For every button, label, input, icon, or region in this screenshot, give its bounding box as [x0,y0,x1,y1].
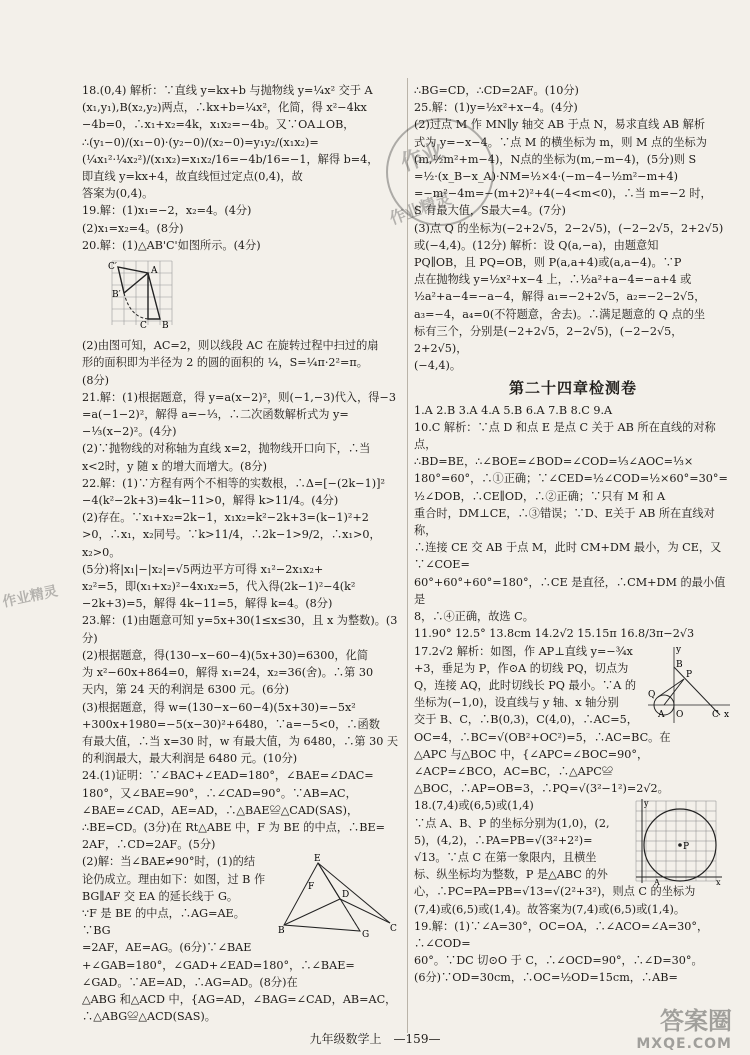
svg-text:A: A [658,709,665,720]
q24-block [82,853,400,956]
answer-line: △APC 与△BOC 中，{∠APC=∠BOC=90°，∠ACP=∠BCO，AC=BC，∴△APC≌ [414,747,649,778]
answer-line: (2)解：当∠BAE≠90°时，(1)的结 [82,855,256,869]
svg-text:y: y [644,799,649,809]
answer-line: (6分)∵OD=30cm，∴OC=½OD=15cm，∴AB= [414,971,678,985]
svg-text:C′: C′ [108,262,117,273]
answer-line: (2)∵抛物线的对称轴为直线 x=2，抛物线开口向下，∴当 [82,442,371,456]
answer-line: =2AF，AE=AG。(6分)∵∠BAE [82,941,252,955]
answer-line: ∴BD=BE，∴∠BOE=∠BOD=∠COD=⅓∠AOC=⅓× [414,455,694,469]
answer-line: 5)，(4,2)，∴PA=PB=√(3²+2²)= [414,833,593,847]
svg-text:x: x [716,878,721,886]
svg-text:G: G [362,930,370,938]
answer-line: △ABG 和△ACD 中，{AG=AD，∠BAG=∠CAD，AB=AC，∴△ABG≌△ACD(SAS)。 [82,992,397,1024]
svg-text:P: P [683,842,690,853]
answer-line: +∠GAB=180°，∠GAD+∠EAD=180°，∴∠BAE= [82,958,355,972]
site-logo [597,1001,732,1052]
answer-line: +300x+1980=−5(x−30)²+6480，∵a=−5<0，∴函数 [82,717,380,731]
answer-line: >0，∴x₁，x₂同号。∵k>11/4，∴2k−1>9/2，∴x₁>0，x₂>0。 [82,528,381,559]
tangent-figure [646,643,732,727]
answer-line: 180°，又∠BAE=90°，∴∠CAD=90°。∵AB=AC， [82,786,357,800]
answer-line: 180°=60°，∴①正确；∵∠CED=½∠COD=½×60°=30°= [414,472,728,486]
answer-line: (m,½m²+m−4)，N点的坐标为(m,−m−4)，(5分)则 S [414,152,697,166]
watermark-text: 作业精灵 [1,583,60,611]
svg-text:B: B [162,321,169,330]
svg-text:B: B [676,659,683,670]
answer-line: 答案为(0,4)。 [82,187,154,201]
answer-line: (5分)将|x₁|−|x₂|=√5两边平方可得 x₁²−2x₁x₂+ [82,562,324,576]
answer-line: 的利润最大，最大利润是 6480 元。(10分) [82,752,298,766]
svg-text:E: E [314,854,321,865]
q18-block [414,797,732,886]
svg-text:C: C [390,924,397,935]
answer-line: 21.解：(1)根据题意，得 y=a(x−2)²，则(−1,−3)代入，得−3 [82,390,396,404]
answer-line: (−4,4)。 [414,359,462,373]
answer-line: 25.解：(1)y=½x²+x−4。(4分) [414,101,578,115]
answer-line: Q，连接 AQ，此时切线长 PQ 最小。∵A 的 [414,678,637,692]
section-title: 第二十四章检测卷 [508,379,637,398]
answer-line: √13。∵点 C 在第一象限内，且横坐 [414,850,597,864]
logo-text: 答案圈 [660,1007,732,1035]
answer-line: 有最大值，∴当 x=30 时，w 有最大值，为 6480，∴第 30 天 [82,734,399,748]
answer-line: +3，垂足为 P，作⊙A 的切线 PQ，切点为 [414,661,629,675]
svg-text:x: x [724,709,730,720]
answer-line: −4b=0，∴x₁+x₂=4k，x₁x₂=−4b。又∵OA⊥OB， [82,118,355,132]
answer-line: (x₁,y₁),B(x₂,y₂)两点，∴kx+b=¼x²，化简，得 x²−4kx [82,101,367,115]
answer-line: 18.(0,4) 解析：∵直线 y=kx+b 与抛物线 y=¼x² 交于 A [82,84,373,97]
answer-line: 天内，第 24 天的利润是 6300 元。(6分) [82,683,290,697]
svg-text:O: O [676,709,684,720]
svg-text:P: P [686,669,693,680]
answer-line: ∵点 A、B、P 的坐标分别为(1,0)，(2, [414,816,610,830]
answer-line: (7,4)或(6,5)或(1,4)。故答案为(7,4)或(6,5)或(1,4)。 [414,902,686,916]
answer-line: ½∠DOB，∴CE∥OD，∴②正确；∵只有 M 和 A [414,489,666,503]
answer-line: ∠GAD。∵AE=AD，∴AG=AD。(8分)在 [82,975,298,989]
left-column [82,82,400,1025]
answer-line: ∵F 是 BE 的中点，∴AG=AE。∵BG [82,906,245,938]
answer-line: 论仍成立。理由如下：如图，过 B 作 [82,872,266,886]
page-footer: 九年级数学上 —159— [309,1032,441,1046]
watermark-text: 作业精灵 [387,188,454,229]
answer-line: (3)点 Q 的坐标为(−2+2√5，2−2√5)，(−2−2√5，2+2√5) [414,221,724,235]
answer-line: 为 x²−60x+864=0，解得 x₁=24，x₂=36(舍)。∴第 30 [82,666,374,680]
answer-line: 22.解：(1)∵方程有两个不相等的实数根，∴Δ=[−(2k−1)]² [82,476,385,490]
svg-text:A: A [151,266,158,277]
logo-url: MXQE.COM [636,1036,732,1052]
answer-line: 标、纵坐标均为整数，P 是△ABC 的外 [414,868,608,882]
answer-line: ½a²+a−4=−a−4，解得 a₁=−2+2√5，a₂=−2−2√5， [414,290,706,304]
answer-line: 坐标为(−1,0)，设直线与 y 轴、x 轴分别 [414,696,619,710]
answer-line: 点在抛物线 y=½x²+x−4 上，∴½a²+a−4=−a+4 或 [414,273,692,287]
answer-line: 式为 y=−x−4。∵点 M 的横坐标为 m，则 M 点的坐标为 [414,135,707,149]
answer-line: ∠BAE=∠CAD，AE=AD，∴△BAE≌△CAD(SAS)， [82,803,359,817]
svg-text:B′: B′ [112,290,121,301]
svg-text:B: B [278,926,285,937]
answer-line: (3)根据题意，得 w=(130−x−60−4)(5x+30)=−5x² [82,700,356,714]
answer-line: 或(−4,4)。(12分) 解析：设 Q(a,−a)，由题意知 [414,238,659,252]
triangle-figure [278,853,398,937]
q17-block [414,643,732,729]
answer-line: △BOC，∴AP=OB=3，∴PQ=√(3²−1²)=2√2。 [414,782,669,796]
svg-text:y: y [676,644,682,655]
answer-line: 即直线 y=kx+4，故直线恒过定点(0,4)，故 [82,170,303,184]
answer-line: 20.解：(1)△AB'C'如图所示。(4分) [82,238,261,252]
answer-line: 19.解：(1)x₁=−2，x₂=4。(4分) [82,204,252,218]
watermark-text: 作业 [397,138,448,177]
answer-line: (2)根据题意，得(130−x−60−4)(5x+30)=6300，化简 [82,648,369,662]
answer-line: 10.C 解析：∵点 D 和点 E 是点 C 关于 AB 所在直线的对称点， [414,420,716,452]
svg-text:C: C [712,709,719,720]
svg-text:C: C [140,321,147,330]
answer-line: ∴BE=CD。(3分)在 Rt△ABE 中，F 为 BE 的中点，∴BE= [82,820,386,834]
answer-line: 11.90° 12.5° 13.8cm 14.2√2 15.15π 16.8/3π−2√3 [414,627,695,641]
svg-text:F: F [308,882,315,893]
answer-line: 心，∴PC=PA=PB=√13=√(2²+3²)，则点 C 的坐标为 [414,885,696,899]
answer-line: ∴连接 CE 交 AB 于点 M，此时 CM+DM 最小，为 CE，又∵∠COE= [414,541,722,572]
svg-text:A: A [654,878,660,886]
answer-line: −2k+3)=5，解得 4k−11=5，解得 k=4。(8分) [82,597,333,611]
answer-line: ∴(y₁−0)/(x₁−0)·(y₂−0)/(x₂−0)=y₁y₂/(x₁x₂)=(¼x₁²·¼x₂²)/(x₁x₂)=x₁x₂/16=−4b/16=−1，解得 b=4， [82,135,379,166]
answer-line: −⅓(x−2)²。(4分) [82,425,177,439]
answer-line: 24.(1)证明：∵∠BAC+∠EAD=180°，∠BAE=∠DAC= [82,769,374,783]
answer-line: 重合时，DM⊥CE，∴③错误；∵D、E关于 AB 所在直线对称， [414,506,715,538]
answer-line: 8，∴④正确，故选 C。 [414,610,534,624]
answer-line: ∴BG=CD，∴CD=2AF。(10分) [414,84,579,97]
answer-line: =a(−1−2)²，解得 a=−⅓，∴二次函数解析式为 y= [82,408,349,422]
grid-circle-figure [628,797,724,885]
answer-line: 19.解：(1)∵∠A=30°，OC=OA，∴∠ACO=∠A=30°，∴∠COD= [414,919,709,950]
answer-line: OC=4，∴BC=√(OB²+OC²)=5，∴AC=BC。在 [414,730,671,744]
answer-line: 形的面积即为半径为 2 的圆的面积的 ¼，S=¼π·2²=π。 [82,356,368,370]
svg-text:D: D [342,890,350,901]
answer-line: x₂²=5，即(x₁+x₂)²−4x₁x₂=5，代入得(2k−1)²−4(k² [82,580,356,594]
answer-line: PQ∥OB，且 PQ=OB，则 P(a,a+4)或(a,a−4)。∵P [414,256,682,270]
svg-text:Q: Q [648,689,656,700]
answer-line: (2)存在。∵x₁+x₂=2k−1，x₁x₂=k²−2k+3=(k−1)²+2 [82,511,369,525]
answer-line: 17.2√2 解析：如图，作 AP⊥直线 y=−¾x [414,644,633,658]
answer-line: (2)x₁=x₂=4。(8分) [82,221,184,235]
answer-line: 交于 B、C，∴B(0,3)，C(4,0)，∴AC=5， [414,713,638,727]
answer-line: 1.A 2.B 3.A 4.A 5.B 6.A 7.B 8.C 9.A [414,403,613,417]
answer-line: 2AF，∴CD=2AF。(5分) [82,838,216,852]
answer-line: S 有最大值，S最大=4。(7分) [414,204,566,218]
answer-line: =−m²−4m=−(m+2)²+4(−4<m<0)，∴当 m=−2 时， [414,187,712,201]
answer-line: a₃=−4，a₄=0(不符题意，舍去)。∴满足题意的 Q 点的坐 [414,307,706,321]
answer-line: BG∥AF 交 EA 的延长线于 G。 [82,889,239,903]
answer-line: 60°+60°+60°=180°，∴CE 是直径，∴CM+DM 的最小值是 [414,575,726,606]
answer-line: (2)过点 M 作 MN∥y 轴交 AB 于点 N，易求直线 AB 解析 [414,118,706,132]
answer-line: −4(k²−2k+3)=4k−11>0，解得 k>11/4。(4分) [82,494,339,508]
rotation-figure [82,257,400,334]
answer-line: 60°。∵DC 切⊙O 于 C，∴∠OCD=90°，∴∠D=30°。 [414,954,703,968]
answer-line: x<2时，y 随 x 的增大而增大。(8分) [82,459,268,473]
answer-line: 23.解：(1)由题意可知 y=5x+30(1≤x≤30，且 x 为整数)。(3分) [82,614,398,645]
answer-line: =½·(x_B−x_A)·NM=½×4·(−m−4−½m²−m+4) [414,170,679,184]
answer-line: 18.(7,4)或(6,5)或(1,4) [414,799,534,813]
answer-line: 标有三个，分别是(−2+2√5，2−2√5)，(−2−2√5，2+2√5)， [414,324,683,356]
answer-line: (2)由图可知，AC=2，则以线段 AC 在旋转过程中扫过的扇 [82,339,379,353]
answer-line: (8分) [82,373,110,387]
